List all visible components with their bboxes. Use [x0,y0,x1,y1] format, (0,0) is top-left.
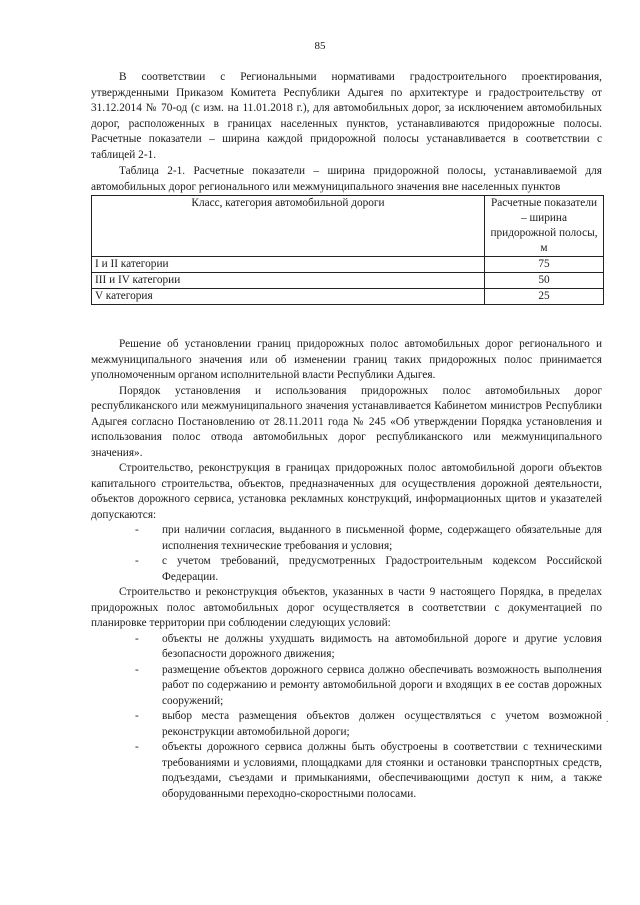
table-header-row [92,196,604,257]
paragraph-procedure: Порядок установления и использования придорожных полос автомобильных дорог республиканского или межмуниципального значения устанавливается Кабинетом министров Республики Адыгея согласно Постановлению от 28.11.2011 года № 245 «Об утверждении Порядка установления и использования полос отвода автомобильных дорог республиканского или межмуниципального значения». [91,384,602,459]
table-cell-category: V категория [92,289,485,305]
table-cell-width: 25 [485,289,604,305]
conditions-list-2 [91,632,602,803]
page-number: 85 [314,40,326,52]
table-block [91,164,602,305]
table-row [92,273,604,289]
table-caption: Таблица 2-1. Расчетные показатели – ширина придорожной полосы, устанавливаемой для автомобильных дорог регионального или межмуниципального значения вне населенных пунктов [91,165,602,193]
list-item-text: размещение объектов дорожного сервиса должно обеспечивать возможность выполнения работ по содержанию и ремонту автомобильной дороги и входящих в ее состав дорожных сооружений; [162,663,602,707]
body-text-bottom [91,337,602,802]
dash-bullet: - [135,663,139,676]
paragraph-reconstruction: Строительство и реконструкция объектов, указанных в части 9 настоящего Порядка, в пределах придорожных полос автомобильных дорог осуществляется в соответствии с документацией по планировке территории при соблюдении следующих условий: [91,586,602,629]
list-item-text: объекты дорожного сервиса должны быть обустроены в соответствии с техническими требованиями и условиями, площадками для стоянки и остановки транспортных средств, подъездами, съездами и примыканиями, обеспечивающими доступ к ним, а также оборудованными переходно-скоростными полосами. [162,741,602,800]
dash-bullet: - [135,710,139,722]
table-cell-category: I и II категории [92,257,485,273]
list-item-text: объекты не должны ухудшать видимость на автомобильной дороге и другие условия безопасности дорожного движения; [162,632,602,660]
table-cell-category: III и IV категории [92,273,485,289]
body-text-top [91,70,602,163]
table-row [92,289,604,305]
list-item-text: при наличии согласия, выданного в письменной форме, содержащего обязательные для исполнения технические требования и условия; [162,524,602,552]
width-table [91,195,604,305]
table-cell-width: 75 [485,257,604,273]
list-item-text: с учетом требований, предусмотренных Градостроительным кодексом Российской Федерации. [162,555,602,583]
paragraph-construction: Строительство, реконструкция в границах придорожных полос автомобильной дороги объектов капитального строительства, объектов, предназначенных для осуществления дорожной деятельности, объектов дорожного сервиса, установка рекламных конструкций, информационных щитов и указателей допускаются: [91,462,602,521]
intro-paragraph: В соответствии с Региональными нормативами градостроительного проектирования, утвержденными Приказом Комитета Республики Адыгея по архитектуре и градостроительству от 31.12.2014 № 70-од (с изм. на 11.01.2018 г.), для автомобильных дорог, за исключением автомобильных дорог, расположенных в границах населенных пунктов, устанавливаются придорожные полосы. Расчетные показатели – ширина каждой придорожной полосы устанавливается в соответствии с таблицей 2-1. [91,71,602,161]
list-item [91,740,602,802]
dash-bullet: - [135,555,139,567]
dash-bullet: - [135,632,139,645]
table-row [92,257,604,273]
scan-mark: . [606,714,609,725]
conditions-list-1 [91,523,602,585]
list-item [91,632,602,663]
dash-bullet: - [135,741,139,753]
table-cell-width: 50 [485,273,604,289]
list-item [91,663,602,710]
paragraph-decision: Решение об установлении границ придорожных полос автомобильных дорог регионального и межмуниципального значения или об изменении границ таких придорожных полос принимается уполномоченным органом исполнительной власти Республики Адыгея. [91,338,602,381]
list-item [91,523,602,554]
list-item [91,709,602,740]
table-header-width: Расчетные показатели – ширина придорожной полосы, м [485,196,604,257]
list-item-text: выбор места размещения объектов должен осуществляться с учетом возможной реконструкции автомобильной дороги; [162,710,602,738]
table-header-category: Класс, категория автомобильной дороги [92,196,485,257]
list-item [91,554,602,585]
dash-bullet: - [135,524,139,536]
